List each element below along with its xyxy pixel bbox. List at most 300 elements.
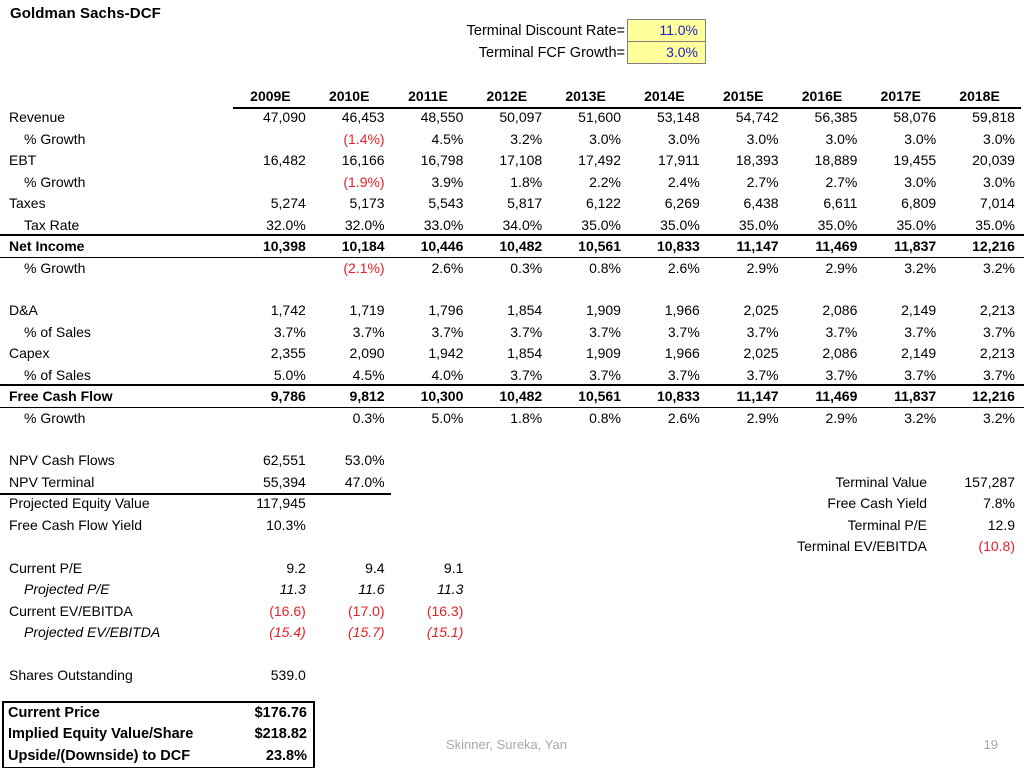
value-cell: 2,025 — [743, 345, 779, 362]
value-cell — [469, 515, 548, 536]
value-cell — [863, 665, 942, 686]
table-row — [0, 215, 1024, 236]
value-cell: 5,173 — [349, 195, 385, 212]
dcf-table — [0, 86, 1024, 686]
value-cell: 53,148 — [656, 109, 700, 126]
footer-page-number: 19 — [983, 737, 998, 752]
value-cell: 3.0% — [904, 173, 937, 190]
row-label: % Growth — [24, 409, 86, 426]
value-cell: 62,551 — [262, 452, 306, 469]
table-row — [0, 601, 1024, 622]
value-cell: 20,039 — [972, 152, 1015, 169]
value-cell — [312, 493, 391, 514]
value-cell: 4.5% — [352, 366, 385, 383]
value-cell — [469, 493, 548, 514]
value-cell: 6,269 — [664, 195, 700, 212]
price-row — [4, 703, 313, 724]
value-cell — [548, 493, 627, 514]
value-cell — [469, 472, 548, 495]
value-cell: (15.4) — [269, 623, 306, 640]
value-cell: 16,166 — [341, 152, 385, 169]
value-cell — [391, 450, 470, 471]
value-cell: 1,966 — [664, 345, 700, 362]
value-cell: 2.9% — [825, 259, 858, 276]
row-label: D&A — [9, 302, 38, 319]
value-cell: 3.7% — [825, 323, 858, 340]
row-label: NPV Cash Flows — [9, 452, 115, 469]
value-cell: 11,469 — [815, 238, 858, 255]
value-cell: 1,854 — [507, 345, 543, 362]
price-row-label: Current Price — [8, 705, 100, 721]
value-cell: 2.6% — [431, 259, 464, 276]
spacer-row — [0, 643, 1024, 664]
value-cell: 33.0% — [423, 216, 464, 233]
value-cell — [706, 450, 785, 471]
table-header-row — [0, 86, 1024, 107]
value-cell: 10,561 — [578, 388, 621, 405]
value-cell: 0.8% — [589, 259, 621, 276]
value-cell: 2.2% — [589, 173, 621, 190]
value-cell: 47.0% — [312, 472, 391, 495]
row-label: % Growth — [24, 130, 86, 147]
year-header: 2012E — [469, 86, 548, 109]
value-cell: 18,889 — [814, 152, 858, 169]
terminal-assumption-inputs — [0, 19, 707, 64]
value-cell — [627, 665, 706, 686]
value-cell: 2,213 — [979, 302, 1015, 319]
value-cell: 2.4% — [667, 173, 700, 190]
value-cell: (1.9%) — [343, 173, 385, 190]
value-cell: 3.7% — [431, 323, 464, 340]
value-cell — [627, 601, 706, 622]
value-cell: 10,446 — [420, 238, 464, 255]
spacer-row — [0, 429, 1024, 450]
value-cell: 3.0% — [825, 130, 858, 147]
row-label: % Growth — [24, 173, 86, 190]
price-row-value: $218.82 — [254, 726, 307, 743]
value-cell: 35.0% — [817, 216, 858, 233]
value-cell: 1,942 — [428, 345, 464, 362]
terminal-row-value: 12.9 — [987, 516, 1015, 533]
value-cell: 9.1 — [443, 559, 464, 576]
price-row-value: 23.8% — [265, 747, 307, 764]
value-cell — [548, 515, 627, 536]
value-cell: 3.7% — [825, 366, 858, 383]
value-cell: 3.7% — [904, 323, 937, 340]
value-cell: 2,025 — [743, 302, 779, 319]
value-cell — [706, 558, 785, 579]
value-cell — [942, 665, 1021, 686]
value-cell: 47,090 — [262, 109, 306, 126]
table-row — [0, 450, 1024, 471]
value-cell: 11,147 — [736, 238, 779, 255]
value-cell — [233, 258, 312, 279]
page-title: Goldman Sachs-DCF — [10, 5, 161, 22]
value-cell: 10,833 — [656, 388, 700, 405]
value-cell: 2,086 — [822, 302, 858, 319]
value-cell: 10,398 — [262, 238, 306, 255]
value-cell: 6,438 — [743, 195, 779, 212]
value-cell: 16,482 — [262, 152, 306, 169]
value-cell: 34.0% — [502, 216, 543, 233]
price-summary-box — [2, 701, 315, 768]
terminal-row-label: Terminal EV/EBITDA — [797, 538, 927, 555]
terminal-row — [640, 536, 1015, 557]
value-cell — [785, 450, 864, 471]
table-row — [0, 408, 1024, 429]
value-cell: 10.3% — [266, 516, 306, 533]
value-cell: 56,385 — [814, 109, 858, 126]
value-cell: 35.0% — [975, 216, 1015, 233]
table-row — [0, 258, 1024, 279]
year-header: 2013E — [548, 86, 627, 109]
row-label: Projected Equity Value — [9, 495, 150, 512]
table-row — [0, 300, 1024, 321]
row-label: Shares Outstanding — [9, 666, 133, 683]
value-cell: 32.0% — [344, 216, 385, 233]
value-cell: (1.4%) — [343, 130, 385, 147]
value-cell: 3.7% — [983, 323, 1015, 340]
value-cell: 9,812 — [349, 388, 385, 405]
value-cell — [548, 558, 627, 579]
table-row — [0, 665, 1024, 686]
value-cell: 11.3 — [437, 581, 464, 598]
value-cell: 9.4 — [365, 559, 385, 576]
row-label: Projected EV/EBITDA — [24, 623, 161, 640]
value-cell: 11,837 — [894, 388, 937, 405]
value-cell: 11.3 — [279, 581, 306, 598]
value-cell: 9.2 — [286, 559, 306, 576]
value-cell — [863, 579, 942, 600]
value-cell: 2,086 — [822, 345, 858, 362]
price-row — [4, 724, 313, 745]
year-header: 2017E — [863, 86, 942, 109]
value-cell — [627, 558, 706, 579]
value-cell: 17,108 — [499, 152, 543, 169]
value-cell: 5.0% — [431, 409, 464, 426]
value-cell: 10,184 — [341, 238, 385, 255]
value-cell: (15.7) — [348, 623, 385, 640]
value-cell: 3.7% — [667, 323, 700, 340]
value-cell: 19,455 — [893, 152, 937, 169]
value-cell: 3.7% — [510, 366, 543, 383]
value-cell — [942, 622, 1021, 643]
value-cell: 48,550 — [420, 109, 464, 126]
value-cell — [942, 601, 1021, 622]
row-label: EBT — [9, 152, 37, 169]
value-cell: 3.0% — [589, 130, 621, 147]
value-cell: 1,909 — [585, 345, 621, 362]
value-cell: 5,274 — [270, 195, 306, 212]
row-label: Current EV/EBITDA — [9, 602, 133, 619]
value-cell: 3.0% — [746, 130, 779, 147]
value-cell: 17,492 — [578, 152, 621, 169]
value-cell — [942, 579, 1021, 600]
table-row — [0, 365, 1024, 386]
value-cell — [863, 601, 942, 622]
value-cell: 3.7% — [983, 366, 1015, 383]
value-cell: 1.8% — [510, 173, 543, 190]
row-label: Current P/E — [9, 559, 83, 576]
value-cell — [312, 665, 391, 686]
terminal-discount-rate-row — [0, 19, 707, 42]
value-cell: 3.9% — [431, 173, 464, 190]
value-cell: 11.6 — [358, 581, 385, 598]
table-row — [0, 558, 1024, 579]
value-cell: 539.0 — [270, 666, 306, 683]
value-cell — [391, 515, 470, 536]
value-cell: 2.7% — [746, 173, 779, 190]
value-cell: 17,911 — [658, 152, 700, 169]
row-label: Taxes — [9, 195, 46, 212]
value-cell — [785, 579, 864, 600]
year-header: 2014E — [627, 86, 706, 109]
value-cell: 2.9% — [746, 409, 779, 426]
value-cell: 58,076 — [893, 109, 937, 126]
terminal-value-block — [640, 472, 1015, 558]
value-cell: 18,393 — [735, 152, 779, 169]
value-cell — [942, 450, 1021, 471]
value-cell: 6,809 — [901, 195, 937, 212]
value-cell: 1,742 — [270, 302, 306, 319]
value-cell: 5,817 — [507, 195, 543, 212]
table-row — [0, 622, 1024, 643]
value-cell — [233, 129, 312, 150]
value-cell: 1,909 — [585, 302, 621, 319]
value-cell: 2.6% — [667, 259, 700, 276]
table-row — [0, 107, 1024, 128]
value-cell: 2,149 — [901, 302, 937, 319]
row-label: Tax Rate — [24, 216, 80, 233]
value-cell — [312, 515, 391, 536]
value-cell: 35.0% — [581, 216, 621, 233]
value-cell: 3.2% — [983, 409, 1015, 426]
value-cell: 3.7% — [273, 323, 306, 340]
value-cell: 10,561 — [578, 238, 621, 255]
value-cell — [706, 622, 785, 643]
table-row — [0, 129, 1024, 150]
row-label: Projected P/E — [24, 581, 110, 598]
value-cell: 2,149 — [901, 345, 937, 362]
table-row — [0, 322, 1024, 343]
value-cell — [391, 472, 470, 495]
value-cell — [233, 408, 312, 429]
terminal-discount-rate-input[interactable]: 11.0% — [627, 19, 706, 42]
value-cell — [548, 601, 627, 622]
value-cell: 10,482 — [499, 388, 543, 405]
row-label: Free Cash Flow — [9, 388, 113, 405]
value-cell: 1.8% — [510, 409, 543, 426]
value-cell: 1,719 — [349, 302, 385, 319]
value-cell: 12,216 — [972, 388, 1015, 405]
row-label: Revenue — [9, 109, 66, 126]
value-cell: 11,147 — [736, 388, 779, 405]
year-header: 2016E — [785, 86, 864, 109]
value-cell — [863, 622, 942, 643]
value-cell: 1,854 — [507, 302, 543, 319]
value-cell: (17.0) — [348, 602, 385, 619]
value-cell: 2,213 — [979, 345, 1015, 362]
row-label: % of Sales — [24, 366, 91, 383]
price-row-label: Implied Equity Value/Share — [8, 726, 194, 743]
value-cell — [863, 450, 942, 471]
value-cell: 53.0% — [344, 452, 385, 469]
value-cell: 0.3% — [510, 259, 543, 276]
value-cell: 3.2% — [904, 259, 937, 276]
value-cell — [469, 450, 548, 471]
value-cell: 46,453 — [341, 109, 385, 126]
value-cell: 10,482 — [499, 238, 543, 255]
value-cell: 35.0% — [896, 216, 937, 233]
value-cell — [548, 450, 627, 471]
value-cell: 0.8% — [589, 409, 621, 426]
value-cell — [391, 665, 470, 686]
terminal-discount-rate-label: Terminal Discount Rate= — [466, 22, 625, 39]
value-cell — [469, 579, 548, 600]
row-label: Free Cash Flow Yield — [9, 516, 143, 533]
terminal-fcf-growth-label: Terminal FCF Growth= — [478, 44, 625, 61]
value-cell — [233, 172, 312, 193]
terminal-fcf-growth-input[interactable]: 3.0% — [627, 41, 706, 64]
value-cell — [469, 665, 548, 686]
terminal-row-value: 157,287 — [964, 474, 1015, 490]
value-cell — [785, 601, 864, 622]
value-cell: 3.7% — [589, 323, 621, 340]
value-cell — [469, 601, 548, 622]
value-cell: 2.9% — [825, 409, 858, 426]
value-cell: 3.7% — [746, 323, 779, 340]
row-label: Net Income — [9, 238, 85, 255]
value-cell — [548, 472, 627, 495]
value-cell: 5.0% — [273, 366, 306, 383]
value-cell: 3.0% — [983, 130, 1015, 147]
year-header: 2011E — [391, 86, 470, 109]
value-cell: 2,355 — [270, 345, 306, 362]
terminal-fcf-growth-row — [0, 41, 707, 64]
value-cell: 1,966 — [664, 302, 700, 319]
value-cell — [548, 579, 627, 600]
terminal-row-value: 7.8% — [983, 495, 1015, 512]
value-cell: 12,216 — [972, 238, 1015, 255]
value-cell — [706, 579, 785, 600]
value-cell: 3.7% — [352, 323, 385, 340]
table-row — [0, 579, 1024, 600]
value-cell — [548, 622, 627, 643]
value-cell: 3.7% — [746, 366, 779, 383]
table-row — [0, 193, 1024, 214]
value-cell: 50,097 — [499, 109, 543, 126]
value-cell — [785, 558, 864, 579]
value-cell: 2,090 — [349, 345, 385, 362]
table-row — [0, 172, 1024, 193]
row-label: % Growth — [24, 259, 86, 276]
terminal-row-label: Terminal Value — [835, 474, 927, 490]
value-cell: 10,300 — [420, 388, 464, 405]
value-cell: (2.1%) — [343, 259, 385, 276]
footer-authors: Skinner, Sureka, Yan — [446, 737, 567, 752]
value-cell: 3.0% — [667, 130, 700, 147]
value-cell: 35.0% — [660, 216, 700, 233]
table-row — [0, 236, 1024, 257]
value-cell: 4.5% — [431, 130, 464, 147]
value-cell: 59,818 — [972, 109, 1015, 126]
row-label: NPV Terminal — [0, 472, 233, 495]
value-cell: 3.7% — [589, 366, 621, 383]
table-row — [0, 343, 1024, 364]
terminal-row-label: Terminal P/E — [847, 516, 927, 533]
terminal-row — [640, 472, 1015, 493]
value-cell: 9,786 — [270, 388, 306, 405]
value-cell: 55,394 — [233, 472, 312, 495]
value-cell: 2.9% — [746, 259, 779, 276]
terminal-row-value: (10.8) — [978, 538, 1015, 555]
value-cell: 6,122 — [585, 195, 621, 212]
value-cell — [706, 601, 785, 622]
value-cell: 3.0% — [904, 130, 937, 147]
value-cell: 5,543 — [428, 195, 464, 212]
value-cell: 54,742 — [735, 109, 779, 126]
price-row — [4, 746, 313, 767]
table-row — [0, 386, 1024, 407]
value-cell: 16,798 — [420, 152, 464, 169]
value-cell: 3.7% — [904, 366, 937, 383]
value-cell: 6,611 — [823, 195, 858, 212]
year-header: 2009E — [233, 86, 312, 109]
value-cell: 117,945 — [256, 495, 306, 512]
value-cell: 3.7% — [667, 366, 700, 383]
row-label: Capex — [9, 345, 50, 362]
value-cell — [627, 622, 706, 643]
value-cell: 3.2% — [510, 130, 543, 147]
terminal-row — [640, 515, 1015, 536]
value-cell: 11,837 — [894, 238, 937, 255]
price-row-value: $176.76 — [254, 705, 307, 721]
value-cell — [785, 622, 864, 643]
year-header: 2015E — [706, 86, 785, 109]
value-cell: 1,796 — [428, 302, 464, 319]
value-cell — [785, 665, 864, 686]
row-label: % of Sales — [24, 323, 91, 340]
spacer-row — [0, 279, 1024, 300]
value-cell: 32.0% — [266, 216, 306, 233]
value-cell: 7,014 — [979, 195, 1015, 212]
value-cell: 35.0% — [738, 216, 779, 233]
year-header: 2010E — [312, 86, 391, 109]
value-cell: 3.7% — [510, 323, 543, 340]
value-cell — [627, 579, 706, 600]
value-cell: 3.2% — [904, 409, 937, 426]
corner-cell — [0, 86, 233, 109]
value-cell: 4.0% — [431, 366, 464, 383]
value-cell: 2.7% — [825, 173, 858, 190]
value-cell: 3.0% — [983, 173, 1015, 190]
value-cell — [469, 558, 548, 579]
value-cell — [706, 665, 785, 686]
value-cell: 3.2% — [983, 259, 1015, 276]
value-cell — [942, 558, 1021, 579]
year-header: 2018E — [942, 86, 1021, 109]
value-cell: 10,833 — [656, 238, 700, 255]
table-row — [0, 150, 1024, 171]
value-cell: 11,469 — [815, 388, 858, 405]
value-cell: 2.6% — [667, 409, 700, 426]
price-row-label: Upside/(Downside) to DCF — [8, 747, 191, 764]
value-cell: 51,600 — [578, 109, 621, 126]
terminal-row-label: Free Cash Yield — [827, 495, 927, 512]
value-cell: (16.6) — [269, 602, 306, 619]
value-cell — [469, 622, 548, 643]
value-cell: 0.3% — [352, 409, 385, 426]
